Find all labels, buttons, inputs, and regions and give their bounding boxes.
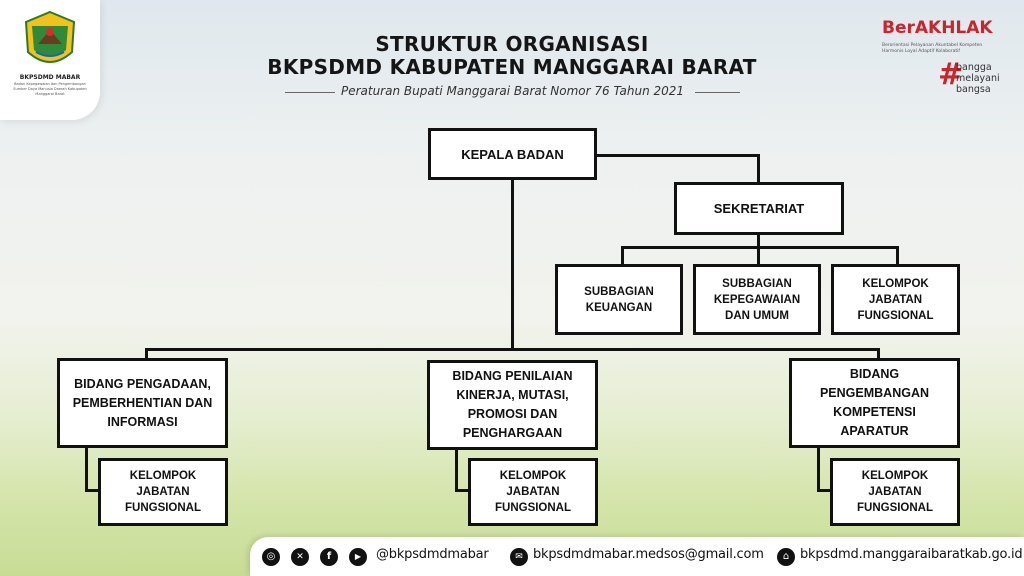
box-kjf-bidang-3: KELOMPOK JABATAN FUNGSIONAL [830, 458, 960, 526]
connector-sek-kjf [896, 246, 899, 266]
box-sekretariat: SEKRETARIAT [674, 182, 844, 235]
box-subbagian-keuangan: SUBBAGIAN KEUANGAN [555, 264, 683, 335]
box-sekretariat-kjf: KELOMPOK JABATAN FUNGSIONAL [831, 264, 960, 335]
connector-bidang3-kjf-v [817, 446, 820, 491]
contact-footer [250, 537, 1024, 576]
box-bidang-pengadaan: BIDANG PENGADAAN, PEMBERHENTIAN DAN INFORMASI [57, 358, 228, 448]
logo-subtext: Badan Kepegawaian dan Pengembangan Sumber Daya Manusia Daerah Kabupaten Manggarai Barat [13, 82, 87, 96]
box-bidang-pengembangan: BIDANG PENGEMBANGAN KOMPETENSI APARATUR [789, 358, 960, 448]
connector-sub-keuangan [621, 246, 624, 266]
connector-sub-kepegawaian [757, 246, 760, 266]
brand-tagline-1: Berorientasi Pelayanan Akuntabel Kompeten [882, 43, 983, 48]
page-title-line2: BKPSDMD KABUPATEN MANGGARAI BARAT [267, 55, 757, 79]
logo-text: BKPSDMD MABAR [19, 74, 81, 81]
x-icon[interactable]: ✕ [291, 548, 309, 566]
brand-name: BerAKHLAK [882, 18, 993, 38]
hashtag-word-2: melayani [956, 73, 1000, 84]
hashtag-word-1: bangga [956, 62, 992, 73]
subtitle-row [285, 84, 740, 102]
hashtag-word-3: bangsa [956, 84, 991, 95]
box-bidang-penilaian: BIDANG PENILAIAN KINERJA, MUTASI, PROMOSI DAN PENGHARGAAN [427, 360, 598, 450]
box-kjf-bidang-1: KELOMPOK JABATAN FUNGSIONAL [98, 458, 228, 526]
page-title-line1: STRUKTUR ORGANISASI [375, 32, 649, 56]
regulation-subtitle: Peraturan Bupati Manggarai Barat Nomor 76 Tahun 2021 [340, 84, 685, 98]
hashtag-icon: # [938, 57, 964, 92]
home-icon: ⌂ [777, 548, 795, 566]
connector-bidang2-kjf-v [455, 448, 458, 491]
email-address[interactable]: bkpsdmdmabar.medsos@gmail.com [533, 547, 764, 562]
website-url[interactable]: bkpsdmd.manggaraibaratkab.go.id [800, 547, 1023, 562]
connector-sekretariat-branch [621, 246, 899, 249]
connector-to-sekretariat [757, 154, 760, 184]
box-kepala-badan: KEPALA BADAN [428, 128, 597, 180]
connector-kepala-down [511, 178, 514, 350]
box-subbagian-kepegawaian: SUBBAGIAN KEPEGAWAIAN DAN UMUM [693, 264, 821, 335]
facebook-icon[interactable]: f [320, 548, 338, 566]
connector-kepala-right [596, 154, 759, 157]
instagram-icon[interactable]: ◎ [262, 548, 280, 566]
social-handle[interactable]: @bkpsdmdmabar [376, 547, 489, 562]
subtitle-rule-right [695, 92, 740, 93]
box-kjf-bidang-2: KELOMPOK JABATAN FUNGSIONAL [468, 458, 598, 526]
connector-bidang1-kjf-v [85, 446, 88, 491]
brand-tagline-2: Harmonis Loyal Adaptif Kolaboratif [882, 49, 961, 54]
youtube-icon[interactable]: ▶ [349, 548, 367, 566]
email-icon: ✉ [510, 548, 528, 566]
connector-bidang-branch [145, 348, 880, 351]
berakhlak-brand [880, 18, 1020, 108]
